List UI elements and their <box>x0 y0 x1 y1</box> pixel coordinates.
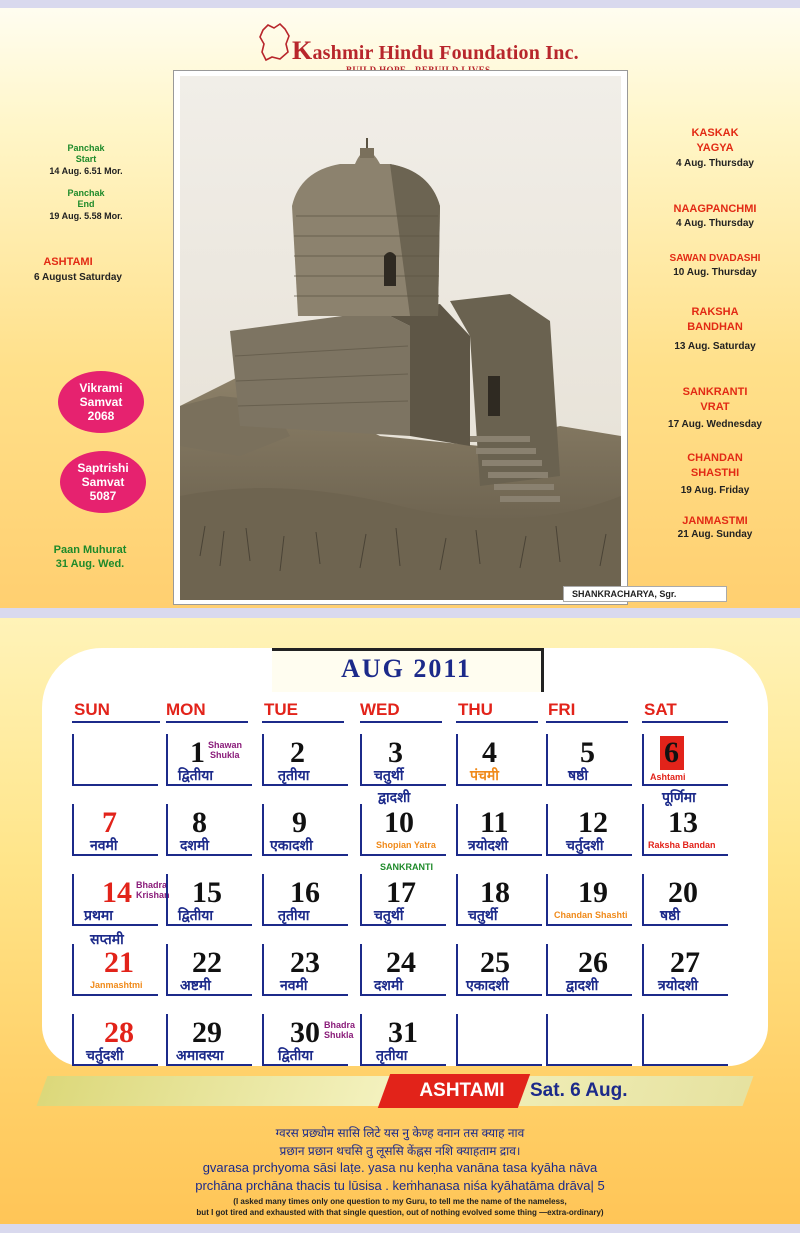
calendar-cell[interactable] <box>642 874 728 926</box>
verse-devanagari-1: ग्वरस प्रछ्योम सासि लिटे यस नु केण्ह वनान तस क्याह नाव <box>275 1126 525 1140</box>
day-number: 25 <box>480 946 510 979</box>
event-sawan-dvadashi: SAWAN DVADASHI <box>669 253 761 264</box>
panchak-start-date: 14 Aug. 6.51 Mor. <box>49 166 123 176</box>
highlight-label: ASHTAMI <box>419 1080 505 1101</box>
side-note: Krishan <box>136 890 170 900</box>
dow-underline <box>262 721 344 723</box>
calendar-cell[interactable] <box>72 874 170 926</box>
day-number: 2 <box>290 736 305 769</box>
verse-translation-2: but I got tired and exhausted with that single question, out of nothing evolved some thing —extra-ordinary) <box>196 1208 604 1217</box>
tithi-label: प्रथमा <box>84 907 113 923</box>
event-chandan-date: 19 Aug. Friday <box>680 485 750 496</box>
day-number: 26 <box>578 946 608 979</box>
highlight-date: Sat. 6 Aug. <box>530 1080 628 1101</box>
day-number: 12 <box>578 806 608 839</box>
calendar-cell[interactable] <box>456 944 542 996</box>
verse-translation-1: (I asked many times only one question to my Guru, to tell me the name of the nameless, <box>233 1197 567 1206</box>
dow-underline <box>546 721 628 723</box>
tithi-label: द्वितीया <box>278 1047 314 1063</box>
vikrami-samvat-badge: Vikrami Samvat 2068 <box>58 371 144 433</box>
calendar-cell[interactable] <box>546 874 632 926</box>
top-page <box>0 8 800 608</box>
paan-muhurat-date: 31 Aug. Wed. <box>55 558 125 570</box>
calendar-cell[interactable] <box>456 804 542 856</box>
side-note: Bhadra <box>136 880 168 890</box>
day-number: 6 <box>664 736 679 769</box>
tithi-label: अष्टमी <box>180 977 211 993</box>
event-label: Janmashtmi <box>90 980 143 990</box>
calendar-cell[interactable] <box>72 1014 158 1066</box>
calendar-cell[interactable] <box>166 944 252 996</box>
day-number: 22 <box>192 946 222 979</box>
day-number: 30 <box>290 1016 320 1049</box>
side-note: Bhadra <box>324 1020 356 1030</box>
event-raksha-date: 13 Aug. Saturday <box>674 341 756 352</box>
dow-sat: SAT <box>644 700 677 719</box>
calendar-cell[interactable] <box>166 874 252 926</box>
tithi-label: पंचमी <box>470 767 499 783</box>
month-title: AUG 2011 <box>272 648 544 692</box>
day-number: 16 <box>290 876 320 909</box>
side-note: Shukla <box>210 750 240 760</box>
tithi-label: चतुर्थी <box>468 907 498 923</box>
event-raksha-line2: BANDHAN <box>687 321 743 333</box>
day-number: 15 <box>192 876 222 909</box>
calendar-cell[interactable] <box>546 944 632 996</box>
dow-tue: TUE <box>264 700 298 719</box>
calendar-cell[interactable] <box>262 874 348 926</box>
day-number: 20 <box>668 876 698 909</box>
event-sankranti-line2: VRAT <box>700 401 730 413</box>
saptrishi-samvat-badge: Saptrishi Samvat 5087 <box>60 451 146 513</box>
event-chandan-line1: CHANDAN <box>687 452 743 464</box>
event-raksha-line1: RAKSHA <box>691 306 739 318</box>
calendar-cell[interactable] <box>642 734 728 786</box>
panchak-start-label-2: Start <box>75 154 97 164</box>
calendar-cell[interactable] <box>166 1014 252 1066</box>
day-number: 9 <box>292 806 307 839</box>
calendar-cell[interactable] <box>262 804 348 856</box>
day-number: 10 <box>384 806 414 839</box>
calendar-cell-empty <box>642 1014 728 1066</box>
day-number: 29 <box>192 1016 222 1049</box>
panchak-end-label: Panchak <box>67 188 105 198</box>
dow-wed: WED <box>360 700 400 719</box>
day-number: 8 <box>192 806 207 839</box>
calendar-cell[interactable] <box>546 734 632 786</box>
ashtami-date: 6 August Saturday <box>34 272 122 283</box>
day-number: 5 <box>580 736 595 769</box>
event-naagpanchmi-date: 4 Aug. Thursday <box>676 218 754 229</box>
tithi-label: दशमी <box>374 977 403 993</box>
day-number: 13 <box>668 806 698 839</box>
tithi-label: तृतीया <box>376 1047 408 1063</box>
verse-devanagari-2: प्रछान प्रछान थचसि तु लूससि केंह्नस नशि क्याहताम द्राव। <box>279 1144 521 1158</box>
tithi-label: त्रयोदशी <box>658 977 699 993</box>
calendar-cell[interactable] <box>546 804 632 856</box>
calendar-cell[interactable] <box>72 944 158 996</box>
calendar-cell[interactable] <box>360 944 446 996</box>
verse-transliteration-1: gvarasa prchyoma sāsi laṭe. yasa nu keṇha vanāna tasa kyāha nāva <box>202 1160 598 1175</box>
dow-underline <box>642 721 728 723</box>
tithi-label: चर्तुदशी <box>86 1047 124 1063</box>
calendar-cell[interactable] <box>166 804 252 856</box>
org-logo <box>258 18 588 78</box>
calendar-cell[interactable] <box>360 1014 446 1066</box>
day-number: 1 <box>190 736 205 769</box>
day-number: 7 <box>102 806 117 839</box>
dow-mon: MON <box>166 700 206 719</box>
dow-underline <box>166 721 248 723</box>
tithi-label: षष्ठी <box>660 907 680 923</box>
event-kaskak-line1: KASKAK <box>691 127 739 139</box>
dow-underline <box>72 721 160 723</box>
event-chandan-line2: SHASTHI <box>690 467 740 479</box>
event-naagpanchmi: NAAGPANCHMI <box>673 203 757 215</box>
tithi-label: एकादशी <box>270 837 313 853</box>
day-number: 21 <box>104 946 134 979</box>
event-sawan-dvadashi-date: 10 Aug. Thursday <box>673 267 757 278</box>
tithi-label: अमावस्या <box>176 1047 224 1063</box>
calendar-cell-empty <box>456 1014 542 1066</box>
above-label: द्वादशी <box>378 789 411 805</box>
day-number: 28 <box>104 1016 134 1049</box>
panchak-start-label: Panchak <box>67 143 105 153</box>
dow-sun: SUN <box>74 700 110 719</box>
event-sankranti-line1: SANKRANTI <box>682 386 748 398</box>
event-janmastmi-date: 21 Aug. Sunday <box>677 529 753 540</box>
calendar-cell[interactable] <box>642 944 728 996</box>
tithi-label: एकादशी <box>466 977 509 993</box>
above-label: पूर्णिमा <box>662 789 696 805</box>
temple-photo <box>180 76 621 600</box>
dow-underline <box>456 721 538 723</box>
photo-frame <box>173 70 628 605</box>
calendar-cell[interactable] <box>72 804 158 856</box>
tithi-label: द्वितीया <box>178 907 214 923</box>
event-label: Ashtami <box>650 772 686 782</box>
calendar-cell[interactable] <box>360 804 446 856</box>
event-label: Chandan Shashti <box>554 910 628 920</box>
tithi-label: द्वादशी <box>566 977 599 993</box>
calendar-cell-empty <box>546 1014 632 1066</box>
paan-muhurat-label: Paan Muhurat <box>53 544 127 556</box>
tithi-label: चतुर्थी <box>374 767 404 783</box>
panchak-end-date: 19 Aug. 5.58 Mor. <box>49 211 123 221</box>
tithi-label: चर्तुदशी <box>566 837 604 853</box>
tithi-label: दशमी <box>180 837 209 853</box>
tithi-label: द्वितीया <box>178 767 214 783</box>
calendar-cell[interactable] <box>456 874 542 926</box>
side-note: Shawan <box>208 740 243 750</box>
tithi-label: नवमी <box>280 977 308 993</box>
event-kaskak-line2: YAGYA <box>696 142 734 154</box>
calendar-cell[interactable] <box>360 874 446 926</box>
event-label: Shopian Yatra <box>376 840 436 850</box>
above-label: सप्तमी <box>90 931 124 947</box>
day-number: 24 <box>386 946 416 979</box>
calendar-cell[interactable] <box>262 944 348 996</box>
event-sankranti-date: 17 Aug. Wednesday <box>668 419 762 430</box>
day-number: 3 <box>388 736 403 769</box>
event-janmastmi: JANMASTMI <box>682 515 748 527</box>
day-number: 27 <box>670 946 700 979</box>
calendar-cell[interactable] <box>642 804 728 856</box>
tithi-label: तृतीया <box>278 767 310 783</box>
bottom-page <box>0 618 800 1224</box>
tithi-label: तृतीया <box>278 907 310 923</box>
tithi-label: षष्ठी <box>568 767 588 783</box>
above-label: SANKRANTI <box>380 862 433 872</box>
calendar-cell[interactable] <box>262 734 348 786</box>
day-number: 11 <box>480 806 509 839</box>
calendar-cell[interactable] <box>166 734 252 786</box>
dow-underline <box>360 721 442 723</box>
tithi-label: चतुर्थी <box>374 907 404 923</box>
calendar-cell[interactable] <box>262 1014 356 1066</box>
tithi-label: त्रयोदशी <box>468 837 509 853</box>
panchak-end-label-2: End <box>77 199 95 209</box>
calendar-cell[interactable] <box>456 734 542 786</box>
day-number: 18 <box>480 876 510 909</box>
day-number: 19 <box>578 876 608 909</box>
day-number: 31 <box>388 1016 418 1049</box>
day-number: 4 <box>482 736 497 769</box>
temple-illustration <box>180 76 621 600</box>
calendar-cell[interactable] <box>360 734 446 786</box>
photo-caption: SHANKRACHARYA, Sgr. <box>563 586 727 602</box>
day-number: 14 <box>102 876 132 909</box>
side-note: Shukla <box>324 1030 354 1040</box>
kashmir-map-icon <box>258 22 292 62</box>
dow-fri: FRI <box>548 700 576 719</box>
org-name: Kashmir Hindu Foundation Inc. <box>292 36 579 65</box>
calendar-cell-empty <box>72 734 158 786</box>
day-number: 23 <box>290 946 320 979</box>
dow-thu: THU <box>458 700 493 719</box>
event-kaskak-date: 4 Aug. Thursday <box>676 158 754 169</box>
ashtami-label: ASHTAMI <box>43 256 93 268</box>
verse-transliteration-2: prchāna prchāna thacis tu lūsisa . keṁhanasa niśa kyāhatāma drāva| 5 <box>195 1178 605 1193</box>
event-label: Raksha Bandan <box>648 840 716 850</box>
day-number: 17 <box>386 876 416 909</box>
tithi-label: नवमी <box>90 837 118 853</box>
